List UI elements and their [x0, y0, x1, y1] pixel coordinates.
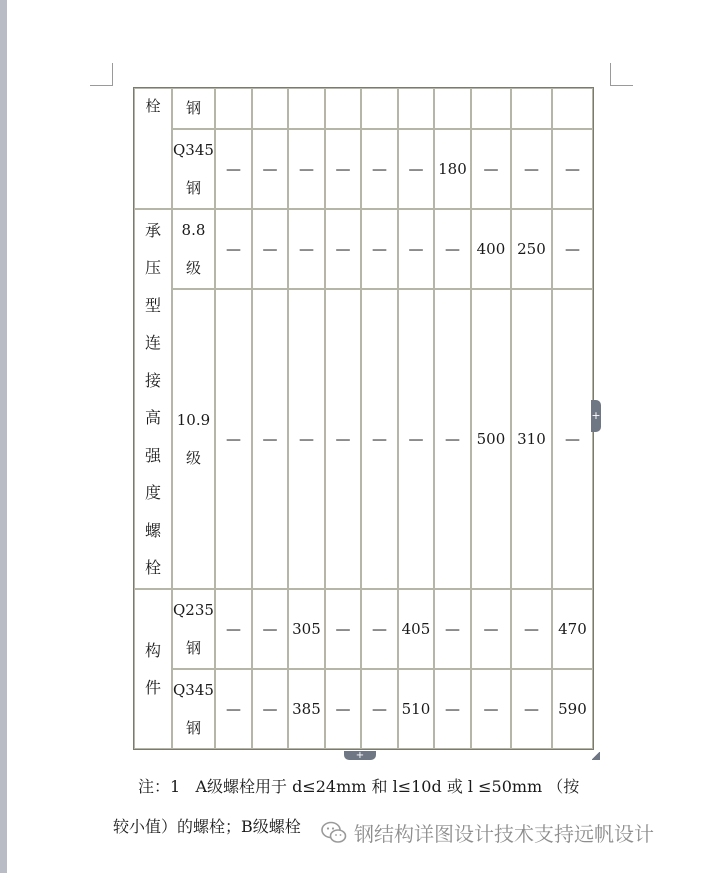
sub-label-cell [172, 669, 215, 749]
group-char: 构 [144, 640, 161, 660]
group-char: 压 [144, 258, 161, 277]
table-cell: — [252, 129, 288, 209]
table-cell: 305 [288, 589, 325, 669]
group-char: 栓 [144, 558, 161, 577]
table-cell [552, 88, 593, 129]
group-char: 高 [144, 408, 161, 427]
table-row [134, 589, 593, 669]
bolt-strength-table [133, 87, 594, 750]
table-cell: — [361, 669, 398, 749]
group-char: 型 [144, 295, 161, 315]
table-cell [434, 88, 471, 129]
table-cell: — [215, 289, 252, 589]
group-char: 度 [144, 483, 161, 502]
table-cell: — [215, 129, 252, 209]
note-line-2: 较小值）的螺栓；B级螺栓 [113, 817, 301, 836]
sub-label-cell [172, 289, 215, 589]
table-cell: — [434, 289, 471, 589]
table-cell: — [325, 129, 361, 209]
group-char: 强 [144, 445, 161, 465]
page-corner-mark-left [90, 63, 113, 86]
table-cell: — [361, 589, 398, 669]
table-row [134, 669, 593, 749]
sub-label-cell [172, 129, 215, 209]
table-cell: — [325, 669, 361, 749]
group-cell-bolt [134, 88, 172, 209]
group-char: 件 [144, 678, 161, 697]
sub-label-line2: 钢 [185, 639, 201, 657]
note-line-1: 注：1 A级螺栓用于 d≤24mm 和 l≤10d 或 l ≤50mm （按 [138, 777, 580, 796]
table-cell: 400 [471, 209, 511, 289]
table-cell: — [325, 589, 361, 669]
sub-label: 钢 [185, 99, 201, 117]
group-cell-member [134, 589, 172, 749]
window-left-edge [0, 0, 7, 873]
table-cell: — [288, 289, 325, 589]
table-cell: — [511, 669, 552, 749]
table-cell [398, 88, 434, 129]
table-cell: — [471, 589, 511, 669]
table-cell: — [325, 209, 361, 289]
sub-label-line1: 10.9 [176, 411, 211, 429]
watermark [320, 818, 654, 847]
table-cell: — [511, 589, 552, 669]
page-corner-mark-right [610, 63, 633, 86]
sub-label-cell [172, 209, 215, 289]
table-cell: — [288, 129, 325, 209]
table-row [134, 88, 593, 129]
group-char: 承 [144, 220, 161, 240]
sub-label-cell [172, 589, 215, 669]
group-char: 接 [144, 370, 161, 390]
table-cell: — [252, 209, 288, 289]
table-cell: 405 [398, 589, 434, 669]
table-cell: 590 [552, 669, 593, 749]
table-row [134, 289, 593, 589]
table-cell: — [252, 289, 288, 589]
table-cell: — [361, 289, 398, 589]
table-cell [288, 88, 325, 129]
table-cell: — [511, 129, 552, 209]
sub-label-line1: Q345 [173, 681, 214, 699]
sub-label-line1: Q235 [173, 601, 214, 619]
table-cell: — [552, 129, 593, 209]
table-cell: — [434, 669, 471, 749]
table-cell: 470 [552, 589, 593, 669]
table-cell: — [471, 669, 511, 749]
table-cell: — [398, 209, 434, 289]
table-cell [215, 88, 252, 129]
table-cell: — [361, 209, 398, 289]
table-cell: — [288, 209, 325, 289]
insert-column-button[interactable]: + [591, 400, 601, 432]
table-cell: — [215, 209, 252, 289]
table-cell [361, 88, 398, 129]
table-cell: 250 [511, 209, 552, 289]
sub-label-cell [172, 88, 215, 129]
sub-label-line1: Q345 [173, 141, 214, 159]
table-cell: 310 [511, 289, 552, 589]
watermark-text: 钢结构详图设计技术支持远帆设计 [354, 822, 654, 846]
sub-label-line1: 8.8 [181, 221, 206, 239]
table-cell [252, 88, 288, 129]
table-cell: — [361, 129, 398, 209]
table-cell: — [398, 129, 434, 209]
table-cell: 180 [434, 129, 471, 209]
sub-label-line2: 钢 [185, 179, 201, 197]
table-cell [325, 88, 361, 129]
table-cell [511, 88, 552, 129]
table-cell: — [398, 289, 434, 589]
sub-label-line2: 级 [185, 259, 201, 277]
sub-label-line2: 级 [185, 449, 201, 467]
table-row [134, 209, 593, 289]
table-cell: — [434, 589, 471, 669]
table-resize-handle[interactable] [592, 752, 600, 760]
table-cell: — [252, 669, 288, 749]
table-cell [471, 88, 511, 129]
table-cell: 385 [288, 669, 325, 749]
table-cell: — [471, 129, 511, 209]
insert-row-button[interactable]: + [344, 751, 376, 760]
group-label: 栓 [145, 97, 161, 115]
table-cell: — [434, 209, 471, 289]
table-cell: — [215, 669, 252, 749]
sub-label-line2: 钢 [185, 719, 201, 737]
group-cell-bearing-hs-bolt [134, 209, 172, 589]
group-char: 连 [144, 333, 161, 352]
table-cell: 500 [471, 289, 511, 589]
table-cell: — [252, 589, 288, 669]
table-cell: — [552, 289, 593, 589]
table-cell: — [325, 289, 361, 589]
table-cell: 510 [398, 669, 434, 749]
wechat-icon [320, 819, 348, 847]
table-cell: — [552, 209, 593, 289]
table-row [134, 129, 593, 209]
table-cell: — [215, 589, 252, 669]
group-char: 螺 [144, 520, 161, 540]
